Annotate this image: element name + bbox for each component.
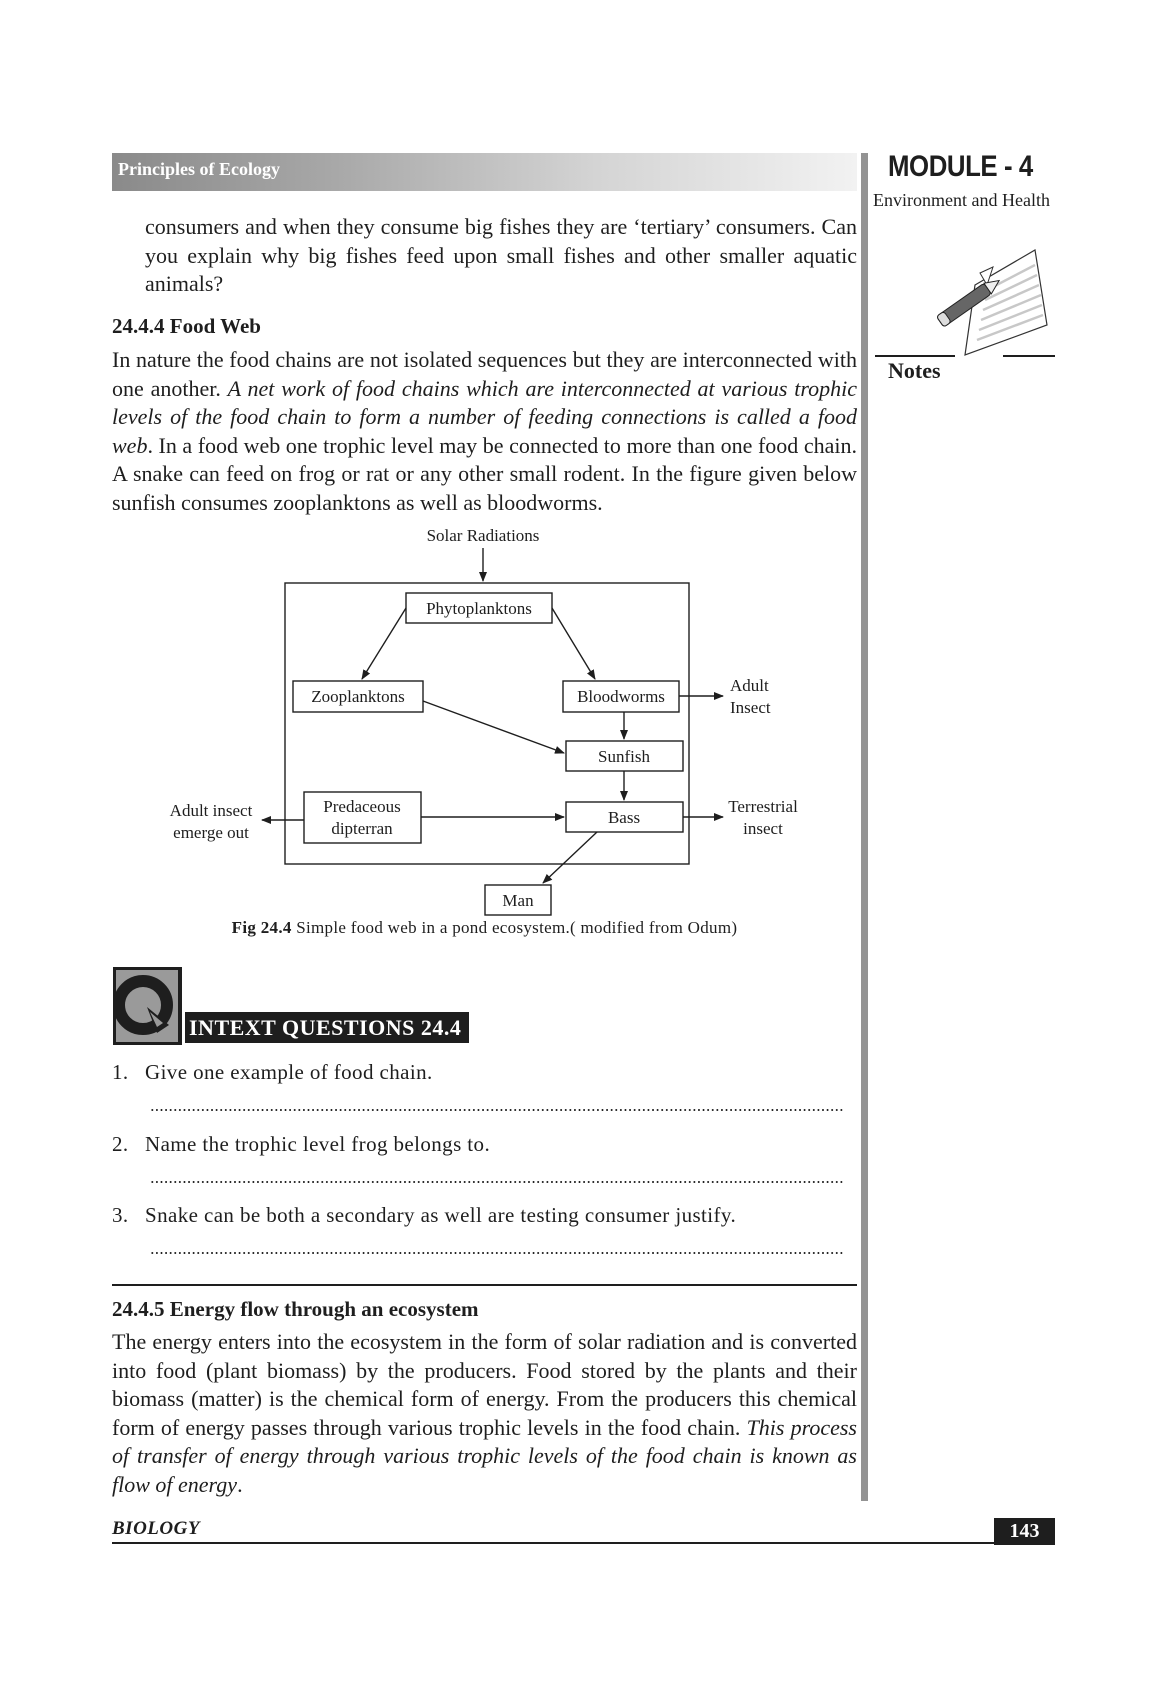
paragraph-text: In nature the food chains are not isolated sequences but they are interconnected with one another.: [112, 347, 857, 401]
figure-label: Fig 24.4: [231, 918, 292, 937]
node-phytoplanktons: Phytoplanktons: [426, 599, 532, 618]
question-text: Snake can be both a secondary as well are testing consumer justify.: [145, 1203, 737, 1227]
notes-rule-right: [1003, 355, 1055, 357]
answer-line[interactable]: [150, 1109, 845, 1111]
node-adult-insect: Insect: [730, 698, 771, 717]
notes-pencil-icon: [935, 245, 1055, 365]
figure-caption: [112, 918, 857, 938]
node-bass: Bass: [607, 808, 641, 827]
notes-label: Notes: [888, 358, 941, 383]
section-divider: [112, 1284, 857, 1286]
node-terrestrial-insect: Terrestrial: [728, 797, 798, 816]
node-adult-insect-emerge-out: emerge out: [173, 823, 249, 842]
question-number: 1.: [112, 1060, 129, 1084]
question-number: 3.: [112, 1203, 129, 1227]
intro-paragraph: consumers and when they consume big fishes they are ‘tertiary’ consumers. Can you explain why big fishes feed upon small fishes and other smaller aquatic animals?: [145, 214, 857, 296]
paragraph-text: .: [237, 1471, 243, 1497]
footer-rule: [112, 1542, 997, 1544]
footer-subject: BIOLOGY: [112, 1518, 200, 1539]
notes-rule-left: [875, 355, 955, 357]
chapter-header-band: [112, 153, 857, 191]
chapter-title: Principles of Ecology: [118, 159, 280, 179]
food-web-paragraph: [112, 346, 857, 517]
node-predaceous-dipterran: dipterran: [331, 819, 393, 838]
answer-line[interactable]: [150, 1181, 845, 1183]
paragraph-text: . In a food web one trophic level may be connected to more than one food chain. A snake can feed on frog or rat or any other small rodent. In the figure given below sunfish consumes zooplanktons as well as bloodworms.: [112, 432, 857, 515]
question-text: Give one example of food chain.: [145, 1060, 433, 1084]
question-number: 2.: [112, 1132, 129, 1156]
question-text: Name the trophic level frog belongs to.: [145, 1132, 491, 1156]
intext-questions-banner: INTEXT QUESTIONS 24.4: [185, 1012, 469, 1043]
energy-flow-definition: This process of transfer of energy through various trophic levels of the food chain is known as flow of energy: [112, 1414, 857, 1497]
node-terrestrial-insect: insect: [743, 819, 783, 838]
section-heading-food-web: 24.4.4 Food Web: [112, 314, 261, 338]
module-subtitle: Environment and Health: [873, 190, 1050, 210]
food-web-diagram: [150, 520, 850, 940]
figure-caption-text: Simple food web in a pond ecosystem.( modified from Odum): [291, 918, 738, 937]
node-adult-insect-emerge-out: Adult insect: [169, 801, 253, 820]
question-item: [112, 1203, 736, 1228]
question-item: [112, 1060, 433, 1085]
node-bloodworms: Bloodworms: [577, 687, 665, 706]
section-heading-energy-flow: 24.4.5 Energy flow through an ecosystem: [112, 1297, 479, 1321]
node-predaceous-dipterran: Predaceous: [323, 797, 401, 816]
node-solar-radiations: Solar Radiations: [426, 526, 540, 545]
page-number: 143: [994, 1518, 1055, 1545]
food-web-definition: A net work of food chains which are interconnected at various trophic levels of the food chain to form a number of feeding connections is called a food web: [112, 375, 857, 458]
margin-divider: [861, 153, 868, 1501]
module-title: MODULE - 4: [888, 150, 1033, 183]
node-man: Man: [502, 891, 534, 910]
node-zooplanktons: Zooplanktons: [311, 687, 405, 706]
node-sunfish: Sunfish: [598, 747, 650, 766]
question-item: [112, 1132, 490, 1157]
energy-flow-paragraph: [112, 1328, 857, 1499]
paragraph-text: The energy enters into the ecosystem in the form of solar radiation and is converted into food (plant biomass) by the producers. Food stored by the plants and their biomass (matter) is the chemical form of energy. From the producers this chemical form of energy passes through various trophic levels in the food chain.: [112, 1329, 857, 1440]
question-q-icon: [113, 967, 182, 1045]
node-adult-insect: Adult: [730, 676, 769, 695]
answer-line[interactable]: [150, 1252, 845, 1254]
